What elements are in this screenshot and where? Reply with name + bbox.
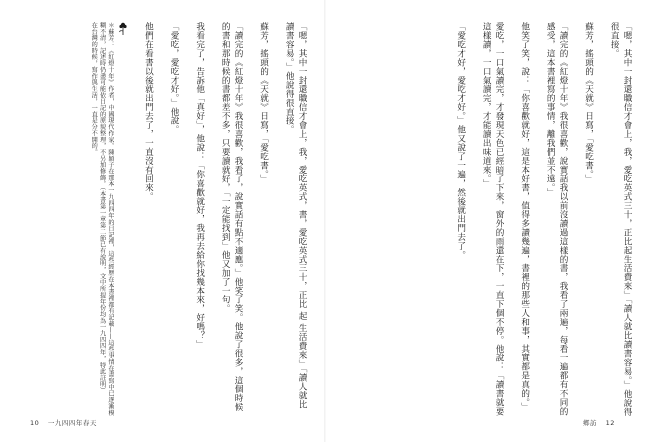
left-folio xyxy=(30,418,97,427)
right-running-head: 鄉訪 xyxy=(583,419,597,427)
right-folio xyxy=(583,418,615,427)
left-page-body: 「嗯，其中一封還職信才會上，我，愛吃英式，書，愛吃英式三十，正比 起 生活費來」「讀人就比讀書容易。」他說得很直接。 蘇芳，搖頭的《天就》日寫，「愛吃書。」 「讀完的《紅燈十年》我很喜歡，我看了，說實話有點不適應。」他笑了笑。他說了很多，這個時候的書和那時候的書都差不多，只要讀就好，「一定能找到」他又加了一句。 我看完了，告訴他「真好」，他說：「你喜歡就好，我再去給你找幾本來，好嗎？」 「愛吃，愛吃才好。」他說。 他們在看書以後就出門去了，一直沒有回來。 xyxy=(143,22,307,412)
right-page-body: 「嗯，其中一封還職信才會上，我，愛吃英式三十，正比起生活費來」「讀人就比讀書容易。」他說得很直接。 蘇芳，搖頭的《天就》日寫，「愛吃書。」 「讀完的《紅燈十年》我很喜歡，說實話我以前沒讀過這樣的書，我看了兩遍，每看一遍都有不同的感受，這本書裡寫的事情，離我們並不遠。」 他笑了笑，說：「你喜歡就好，這是本好書，值得多讀幾遍，書裡的那些人和事，其實都是真的。」 愛吃，一口氣讀完，才發現天色已經暗了下來，窗外的雨還在下，一直下個不停。他說：「讀書就要這樣讀，一口氣讀完，才能讀出味道來。」 「愛吃才好，愛吃才好。」他又說了一遍，然後就出門去了。 xyxy=(455,22,632,417)
flower-ornament-icon xyxy=(118,22,128,36)
right-page-number: 12 xyxy=(605,419,615,427)
left-page-number: 10 xyxy=(30,419,40,427)
right-page xyxy=(325,0,650,442)
footnote-block: ＊蘇芳：《紅燈十年》作者，中國現代作家。陳穎子在那本一九四四年的日記裡，這些經歷在本書裡都有記載——這些事情在書寫中已逐漸模糊不清，記述時仍盡可能依日記的原貌整理，不另加修飾。（本書第一章第二節已有說明，文中所提年份均為一九四四年，特此註明） 在台灣的時候，寫作與生活，一直是分不開的。 xyxy=(90,22,114,416)
left-running-head: 一九四四年春天 xyxy=(47,419,97,427)
